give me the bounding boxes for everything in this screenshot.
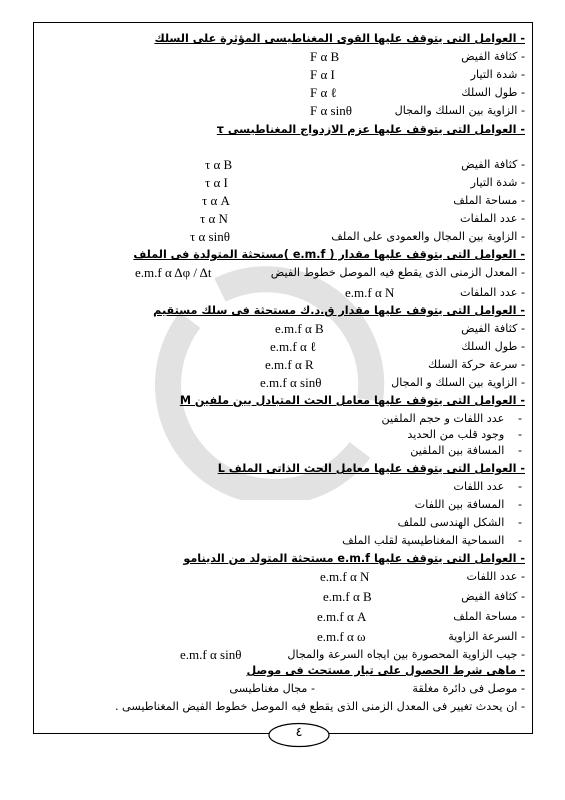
list-item xyxy=(40,442,525,460)
item-text: - المعدل الزمنى الذى يقطع فيه الموصل خطوط الفيض xyxy=(270,266,525,279)
list-item xyxy=(40,698,525,716)
formula: e.m.f α ω xyxy=(317,629,366,644)
list-item xyxy=(40,608,525,626)
item-text: - وجود قلب من الحديد xyxy=(407,426,525,444)
bullet: - xyxy=(517,444,523,457)
formula: e.m.f α ℓ xyxy=(270,339,317,354)
heading-text: - ماهى شرط الحصول على تيار مستحث فى موصل xyxy=(246,664,525,677)
page-number-text: ٤ xyxy=(295,725,303,740)
list-item xyxy=(40,514,525,532)
heading-text: - العوامل التى يتوقف عليها القوى المغناطيسى المؤثرة على السلك xyxy=(154,32,525,45)
formula: e.m.f α N xyxy=(345,285,395,300)
list-item xyxy=(40,174,525,192)
bullet: - xyxy=(517,428,523,441)
section-heading xyxy=(40,460,525,478)
item-text: - السرعة الزاوية xyxy=(448,630,525,643)
formula: τ α sinθ xyxy=(190,229,230,244)
bullet: - xyxy=(517,516,523,529)
item-text: - المسافة بين الملفين xyxy=(410,442,525,460)
section-heading xyxy=(40,662,525,680)
item-text: - عدد الملفات xyxy=(460,286,525,299)
item-text: - الزاوية بين المجال والعمودى على الملف xyxy=(331,230,525,243)
formula: F α I xyxy=(310,67,335,82)
item-text: - عدد الملفات xyxy=(460,212,525,225)
formula: τ α A xyxy=(202,193,230,208)
heading-text: - العوامل التى يتوقف عليها مقدار ق.د.ك مستحثة فى سلك مستقيم xyxy=(153,304,525,317)
list-item xyxy=(40,84,525,102)
list-item xyxy=(40,356,525,374)
formula: e.m.f α A xyxy=(317,609,367,624)
section-heading xyxy=(40,246,525,264)
list-item xyxy=(40,496,525,514)
item-text: - طول السلك xyxy=(461,340,525,353)
list-item xyxy=(40,588,525,606)
heading-text: - العوامل التى يتوقف عليها معامل الحث الذاتى الملف L xyxy=(217,462,525,475)
item-text: - سرعة حركة السلك xyxy=(428,358,525,371)
item-text: - كثافة الفيض xyxy=(461,158,525,171)
item-text: - مجال مغناطيسى xyxy=(229,682,315,695)
section-heading xyxy=(40,302,525,320)
formula: e.m.f α B xyxy=(323,589,372,604)
item-text: - عدد اللفات و حجم الملفين xyxy=(382,410,525,428)
list-item xyxy=(40,156,525,174)
list-item xyxy=(40,532,525,550)
section-heading xyxy=(40,30,525,48)
formula: τ α B xyxy=(205,157,233,172)
item-text: - كثافة الفيض xyxy=(461,50,525,63)
list-item xyxy=(40,478,525,496)
formula: e.m.f α Δφ / Δt xyxy=(135,265,212,280)
list-item xyxy=(40,338,525,356)
list-item xyxy=(40,228,525,246)
item-text: - عدد اللفات xyxy=(453,478,525,496)
section-heading xyxy=(40,550,525,568)
item-text: - موصل فى دائرة مغلقة xyxy=(412,682,525,695)
item-text: - المسافة بين اللفات xyxy=(415,496,525,514)
item-text: - عدد اللفات xyxy=(466,570,525,583)
item-text: - الزاوية بين السلك و المجال xyxy=(391,376,525,389)
list-item xyxy=(40,284,525,302)
list-item xyxy=(40,66,525,84)
item-text: - كثافة الفيض xyxy=(461,322,525,335)
heading-text: - العوامل التى يتوقف عليها مقدار ( e.m.f )مستحثة المتولدة فى الملف xyxy=(133,248,525,261)
list-item xyxy=(40,628,525,646)
item-text: - طول السلك xyxy=(461,86,525,99)
formula: e.m.f α N xyxy=(320,569,370,584)
bullet: - xyxy=(517,534,523,547)
formula: F α B xyxy=(310,49,340,64)
section-heading xyxy=(40,121,525,139)
item-text: - شدة التيار xyxy=(470,68,525,81)
item-text: - كثافة الفيض xyxy=(461,590,525,603)
bullet: - xyxy=(517,480,523,493)
formula: F α ℓ xyxy=(310,85,337,100)
bullet: - xyxy=(517,412,523,425)
heading-text: - العوامل التى يتوقف عليها معامل الحث المتبادل بين ملفين M xyxy=(179,394,525,407)
item-text: - السماحية المغناطيسية لقلب الملف xyxy=(342,532,525,550)
item-text: - الزاوية بين السلك والمجال xyxy=(394,104,525,117)
formula: e.m.f α R xyxy=(265,357,314,372)
item-text: - مساحة الملف xyxy=(453,610,525,623)
list-item xyxy=(40,48,525,66)
list-item xyxy=(40,320,525,338)
page-number xyxy=(268,722,330,748)
heading-text: - العوامل التى يتوقف عليها عزم الازدواج المغناطيسى τ xyxy=(216,123,525,136)
item-text: - شدة التيار xyxy=(470,176,525,189)
item-text: - مساحة الملف xyxy=(453,194,525,207)
formula: e.m.f α sinθ xyxy=(180,647,242,662)
item-text: - ان يحدث تغيير فى المعدل الزمنى الذى يقطع فيه الموصل خطوط الفيض المغناطيسى . xyxy=(114,700,525,713)
formula: e.m.f α B xyxy=(275,321,324,336)
formula: τ α I xyxy=(205,175,228,190)
list-item xyxy=(40,374,525,392)
item-text: - جيب الزاوية المحصورة بين ايجاه السرعة والمجال xyxy=(287,648,525,661)
formula: τ α N xyxy=(200,211,228,226)
item-text: - الشكل الهندسى للملف xyxy=(398,514,525,532)
bullet: - xyxy=(517,498,523,511)
list-item xyxy=(40,102,525,120)
formula: F α sinθ xyxy=(310,103,352,118)
list-item xyxy=(40,680,525,698)
heading-text: - العوامل التى يتوقف عليها e.m.f مستحثة المتولد من الدينامو xyxy=(183,552,525,565)
list-item xyxy=(40,192,525,210)
list-item xyxy=(40,568,525,586)
section-heading xyxy=(40,392,525,410)
list-item xyxy=(40,264,525,282)
list-item xyxy=(40,210,525,228)
formula: e.m.f α sinθ xyxy=(260,375,322,390)
